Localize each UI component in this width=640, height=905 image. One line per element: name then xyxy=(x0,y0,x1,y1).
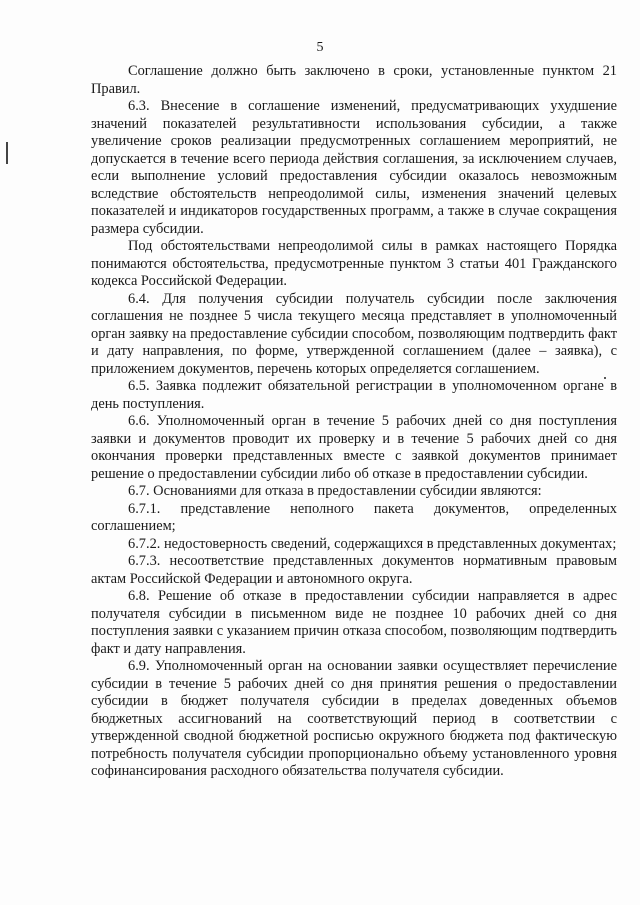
paragraph-6-4: 6.4. Для получения субсидии получатель субсидии после заключения соглашения не позднее 5 числа текущего месяца представляет в уполномоченный орган заявку на предоставление субсидии способом, позволяющим подтвердить факт и дату направления, по форме, утвержденной соглашением (далее – заявка), с приложением документов, перечень которых определяется соглашением. xyxy=(91,290,617,377)
paragraph-6-9: 6.9. Уполномоченный орган на основании заявки осуществляет перечисление субсидии в течение 5 рабочих дней со дня принятия решения о предоставлении субсидии в бюджет получателя субсидии в пределах доведенных объемов бюджетных ассигнований на соответствующий период в соответствии с утвержденной сводной бюджетной росписью окружного бюджета под фактическую потребность получателя субсидии пропорционально объему установленного уровня софинансирования расходного обязательства получателя субсидии. xyxy=(91,658,617,779)
paragraph-6-7-1: 6.7.1. представление неполного пакета документов, определенных соглашением; xyxy=(91,500,617,534)
paragraph-6-6: 6.6. Уполномоченный орган в течение 5 рабочих дней со дня поступления заявки и документов проводит их проверку и в течение 5 рабочих дней со дня окончания проверки представленных вместе с заявкой документов принимает решение о предоставлении субсидии либо об отказе в предоставлении субсидии. xyxy=(91,413,617,482)
paragraph-6-7-3: 6.7.3. несоответствие представленных документов нормативным правовым актам Российской Федерации и автономного округа. xyxy=(91,553,617,587)
paragraph-6-7-2: 6.7.2. недостоверность сведений, содержащихся в представленных документах; xyxy=(128,535,617,552)
paragraph-agreement-deadline: Соглашение должно быть заключено в сроки, установленные пунктом 21 Правил. xyxy=(91,63,617,97)
paragraph-6-3: 6.3. Внесение в соглашение изменений, предусматривающих ухудшение значений показателей результативности использования субсидии, а также увеличение сроков реализации предусмотренных соглашением мероприятий, не допускается в течение всего периода действия соглашения, за исключением случаев, если выполнение условий предоставления субсидии оказалось невозможным вследствие обстоятельств непреодолимой силы, изменения значений целевых показателей и индикаторов государственных программ, а также в случае сокращения размера субсидии. xyxy=(91,98,617,237)
document-body xyxy=(91,63,617,781)
paragraph-6-8: 6.8. Решение об отказе в предоставлении субсидии направляется в адрес получателя субсидии в письменном виде не позднее 10 рабочих дней со дня поступления заявки с указанием причин отказа способом, позволяющим подтвердить факт и дату направления. xyxy=(91,588,617,657)
paragraph-6-5: 6.5. Заявка подлежит обязательной регистрации в уполномоченном органе в день поступления. xyxy=(91,378,617,412)
scan-artifact-mark xyxy=(6,142,8,164)
page-number: 5 xyxy=(316,40,324,55)
paragraph-force-majeure: Под обстоятельствами непреодолимой силы в рамках настоящего Порядка понимаются обстоятельства, предусмотренные пунктом 3 статьи 401 Гражданского кодекса Российской Федерации. xyxy=(91,238,617,289)
paragraph-6-7: 6.7. Основаниями для отказа в предоставлении субсидии являются: xyxy=(128,483,542,499)
